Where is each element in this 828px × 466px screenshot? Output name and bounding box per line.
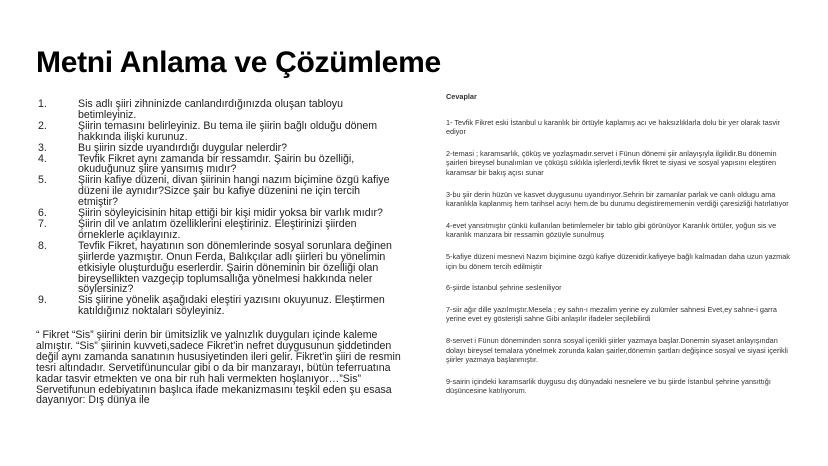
question-number: 4.: [38, 152, 47, 165]
question-number: 2.: [38, 119, 47, 132]
answer-item: 8-servet i Fünun döneminden sonra sosyal içerikli şiirler yazmaya başlar.Donemin siyaset anlayışından dolayı bireysel temalara yönelmek zorunda kalan şairler,dönemin şartları değişince sosyal ve siyasi içerikli şiirler yazmaya başlanmıştır.: [446, 335, 788, 365]
question-list: [38, 99, 398, 317]
question-text: Tevfik Fikret, hayatının son dönemlerinde sosyal sorunlara değinen şiirlerde yazmıştır. Onun Ferda, Balıkçılar adlı şiirleri bu yönelimin etkisiyle oluşturduğu eserlerdir. Şairin döneminin bir özelliği olan bireysellikten vazgeçip toplumsallığa yönelmesi hakkında neler söylersiniz?: [78, 239, 392, 296]
question-text: Sis adlı şiiri zihninizde canlandırdığınızda oluşan tabloyu betimleyiniz.: [78, 98, 343, 121]
question-item: [38, 175, 398, 208]
answer-item: 1- Tevfik Fikret eski İstanbul u karanlık bir örtüyle kaplamış acı ve haksızlıklarla dolu bir yer olarak tasvir ediyor: [446, 117, 781, 137]
question-number: 7.: [38, 217, 47, 230]
question-number: 1.: [38, 98, 47, 110]
question-text: Tevfik Fikret aynı zamanda bir ressamdır. Şairin bu özelliği, okuduğunuz şiire yansımış mıdır?: [78, 152, 355, 176]
question-text: Şiirin söyleyicisinin hitap ettiği bir kişi midir yoksa bir varlık mıdır?: [78, 207, 383, 220]
question-text: Sis şiirine yönelik aşağıdaki eleştiri yazısını okuyunuz. Eleştirmen katıldığınız noktaları söyleyiniz.: [78, 294, 385, 318]
question-number: 5.: [38, 174, 47, 187]
answer-item: 3-bu şiir derin hüzün ve kasvet duygusunu uyandırıyor.Sehrin bir zamanlar parlak ve canlı oldugu ama karanlıkla kaplanmış hem tarihsel acıyı hem.de bu durumu degistirememenin verdiği çaresizliği hatırlatıyor: [446, 189, 789, 209]
question-number: 9.: [38, 294, 47, 307]
question-text: Şiirin temasını belirleyiniz. Bu tema ile şiirin bağlı olduğu dönem hakkında ilişki kurunuz.: [78, 119, 378, 143]
question-item: [38, 143, 398, 154]
question-item: [38, 295, 398, 317]
question-item: [38, 241, 398, 296]
answers-heading: Cevaplar: [446, 92, 477, 101]
answer-item: 2-temasi ; karamsarlık, çöküş ve yozlaşmadır.servet i Fünun dönemi şiir anlayışıyla ilgilidir.Bu dönemin şairleri bireysel bunalımları ve çöküşü sıklıkla işlerlerdi,tevfik fikret te siyasi ve sosyal yapısını eleştiren karamsar bir bakış açısı sunar: [446, 148, 777, 177]
question-item: [38, 154, 398, 176]
question-number: 3.: [38, 141, 47, 154]
question-item: [38, 99, 398, 121]
question-text: Bu şiirin sizde uyandırdığı duygular nelerdir?: [78, 141, 288, 154]
answers-panel: [446, 92, 791, 396]
question-text: Şiirin dil ve anlatım özelliklerini eleştiriniz. Eleştirinizi şiirden örneklerle açıklayınız.: [78, 217, 357, 241]
answer-item: 9-sairin içindeki karamsarlik duygusu dış dünyadaki nesnelere ve bu şiirde İstanbul şehrine yansıttığı düşüncesine katılıyorum.: [446, 376, 771, 396]
question-item: [38, 219, 398, 241]
answer-item: 7-siir ağır dille yazılmıştır.Mesela ; ey sahn-ı mezalim yerine ey zulümler sahnesi Evet,ey sahne-i garra yerine evet ey gösterişli sahne Gibi anlaşılır ifadeler seçilebilirdi: [446, 304, 777, 324]
question-number: 6.: [38, 207, 47, 220]
criticism-passage: “ Fikret “Sis” şiirini derin bir ümitsizlik ve yalnızlık duyguları içinde kaleme almıştır. “Sis” şiirinin kuvveti,sadece Fikret'in nefret duygusunun şiddetinden değil aynı zamanda sanatının hususiyetinden ileri gelir. Fikret'in şiiri de resmin tesri altındadır. Servetifünuncular gibi o da bir manzarayı, bütün teferruatına kadar tasvir etmekten ve ona bir ruh hali vermekten hoşlanıyor…”Sis” Servetifunun edebiyatının başlıca ifade mekanizmasını teşkil eden şu esasa dayanıyor: Dış dünya ile: [36, 329, 401, 407]
question-number: 8.: [38, 239, 47, 252]
question-text: Şiirin kafiye düzeni, divan şiirinin hangi nazım biçimine özgü kafiye düzeni ile aynıdır?Sizce şair bu kafiye düzenini ne için tercih etmiştir?: [78, 174, 390, 209]
page-title: Metni Anlama ve Çözümleme: [36, 46, 441, 79]
question-item: [38, 121, 398, 143]
answer-item: 5-kafiye düzeni mesnevi Nazım biçimine özgü kafiye düzenidir.kafiyeye bağlı kalmadan daha uzun yazmak için bu dönem tercih edilmiştir: [446, 251, 790, 271]
answer-item: 6-şiirde İstanbul şehrine sesleniliyor: [446, 283, 562, 293]
answer-item: 4-evet yansıtmıştır çünkü kullanılan betimlemeler bir tablo gibi görünüyor Karanlık örtüler, yoğun sis ve karanlık manzara bir ressamin gözüyle sunulmuş: [446, 220, 777, 240]
